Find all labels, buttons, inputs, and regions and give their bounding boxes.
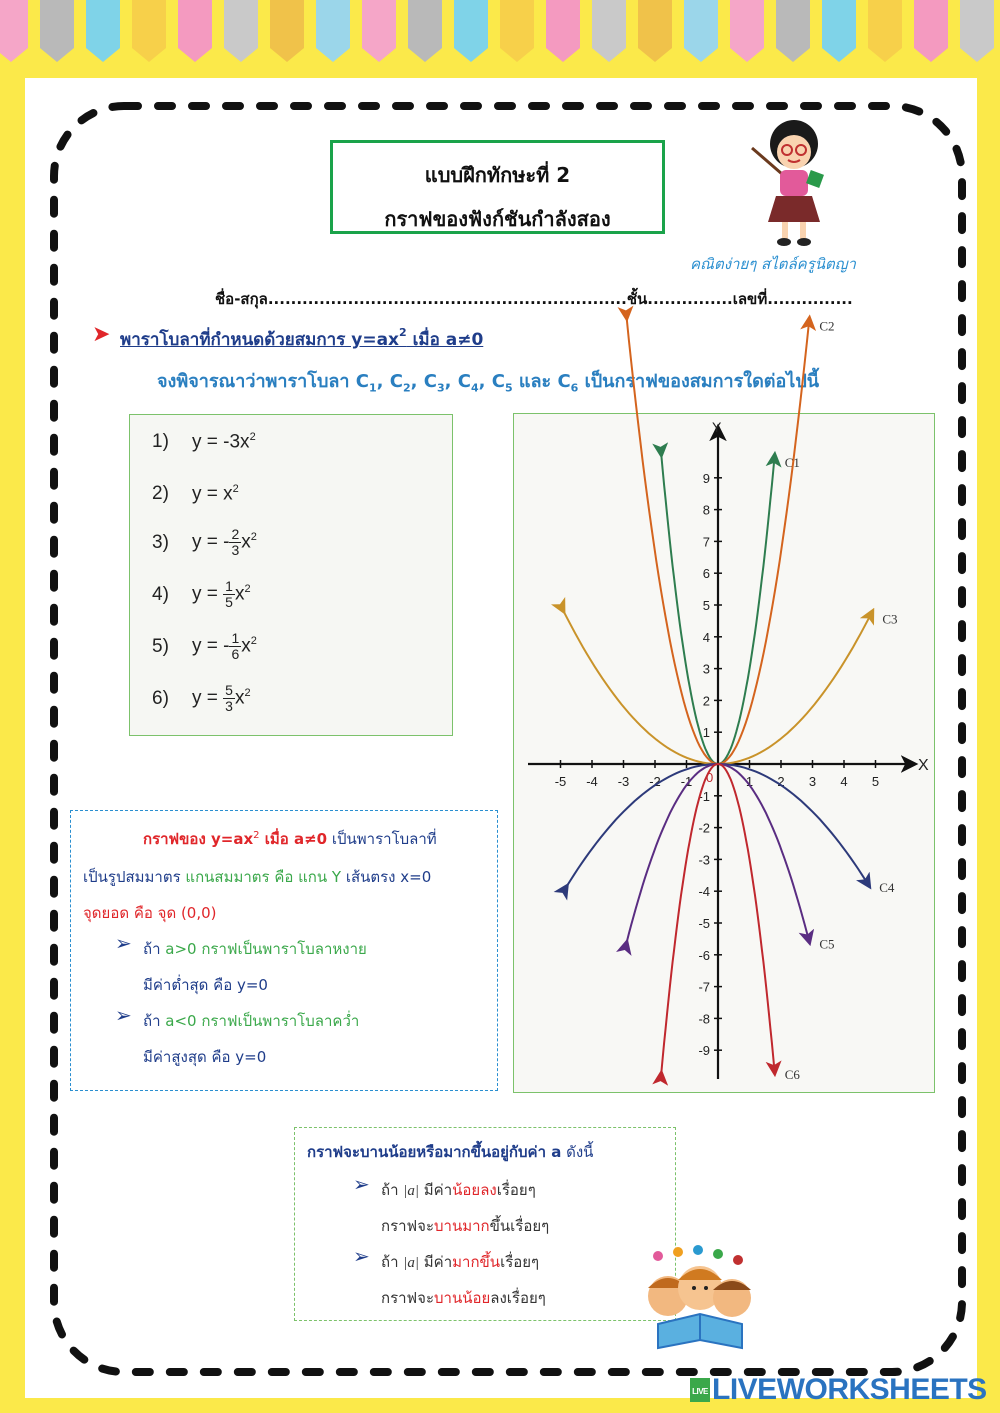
y-tick-label: 9 [702,470,710,486]
bunting-flag [40,0,74,62]
width-title: กราฟจะบานน้อยหรือมากขึ้นอยู่กับค่า a [307,1143,562,1161]
info-line-2 [83,865,431,889]
fraction-denominator: 5 [225,594,233,610]
y-tick-label: -8 [698,1011,710,1027]
width-rule-1-result [381,1214,549,1238]
y-tick-label: 6 [702,566,710,582]
width-rule-2 [381,1250,539,1274]
equation-item [152,683,251,714]
abs-a: |a| [403,1255,420,1271]
bunting-flag [546,0,580,62]
y-tick-label: -1 [698,788,710,804]
sub-4: 4 [470,381,479,395]
width-rule-title [307,1140,593,1164]
info-max: มีค่าสูงสุด คือ y=0 [143,1048,267,1066]
liveworksheets-logo [690,1373,987,1407]
arrow-bullet-icon: ➢ [115,931,132,955]
instruction-text: จงพิจารณาว่าพาราโบลา $C_1$, $C_2$, $C_3$, $C_4$, $C_5$ และ $C_6$ เป็นกราฟของสมการใดต่อไปนี้ [157,371,820,395]
y-tick-label: -5 [698,916,710,931]
info-if: ถ้า [143,1012,166,1030]
equation-item [152,631,257,662]
rule-if: ถ้า [381,1181,404,1199]
heading-tail: เมื่อ a≠0 [406,330,484,350]
curve-label: C2 [819,318,835,334]
sub-3: 3 [436,381,445,395]
x-tick-label: -5 [554,774,567,789]
sub-2: 2 [403,381,411,395]
logo-mark-text: LIVE [692,1387,708,1396]
y-tick-label: 1 [702,725,710,741]
rule-increase: มากขึ้น [452,1253,501,1271]
equation-sup: 2 [249,431,256,443]
y-tick-label: 3 [702,661,710,677]
equation-item [152,527,257,558]
info-case-negative [143,1009,359,1033]
bunting-flag [86,0,120,62]
arrow-bullet-icon: ➢ [353,1244,370,1268]
rule-wide: บานมาก [434,1217,490,1235]
y-tick-label: 5 [702,598,710,613]
brand-text: LIVEWORKSHEETS [712,1373,987,1406]
equation-lhs: y = - [192,635,230,657]
bunting-flag [408,0,442,62]
y-tick-label: 4 [702,629,710,645]
width-title-tail: ดังนี้ [561,1143,594,1161]
fraction-numerator: 1 [231,630,240,646]
x-tick-label: -2 [649,774,661,789]
teacher-cartoon-icon [748,118,844,250]
y-axis-label: Y [712,419,722,435]
info-opens-down: a<0 กราฟเป็นพาราโบลาคว่ำ [165,1012,360,1030]
info-rest: เป็นพาราโบลาที่ [327,830,437,848]
x-tick-label: 4 [840,774,848,789]
fraction-denominator: 3 [231,542,240,558]
info-opens-up: a>0 กราฟเป็นพาราโบลาหงาย [165,940,367,958]
equation-number: 5) [152,635,169,657]
y-tick-label: -9 [698,1043,710,1059]
width-rule-box [294,1127,676,1321]
arrow-bullet-icon: ➢ [353,1172,370,1196]
y-tick-label: -4 [698,884,710,900]
parabola-info-box [70,810,498,1091]
equation-lhs: y = [192,687,218,709]
sub-6: 6 [570,381,579,395]
equation-number: 3) [152,531,169,553]
y-tick-label: 7 [702,534,710,550]
x-tick-label: 3 [808,774,817,789]
bunting-flag [592,0,626,62]
equation-item [152,579,251,610]
rule-value: มีค่า [419,1253,453,1271]
rule-decreasing: ลงเรื่อยๆ [490,1289,546,1307]
arrow-bullet-icon: ➤ [92,322,111,347]
equation-lhs: y = -3x [192,431,250,453]
rule-graph: กราฟจะ [381,1217,435,1235]
rule-decrease: น้อยลง [452,1181,497,1199]
width-rule-1 [381,1178,536,1202]
fraction-numerator: 1 [225,578,233,594]
bunting-flag [132,0,166,62]
y-tick-label: 8 [702,502,710,518]
curve-label: C3 [882,611,898,627]
x-tick-label: 5 [871,774,880,789]
y-tick-label: -3 [698,852,710,868]
bunting-flag [730,0,764,62]
info-eq: กราฟของ y=ax [143,830,254,848]
equation-sup: 2 [250,635,257,648]
author-credit: คณิตง่ายๆ สไตล์ครูนิตญา [690,255,856,273]
equation-item [152,431,256,453]
curve-label: C4 [879,880,895,896]
y-tick-label: -6 [698,947,710,963]
bunting-flag [776,0,810,62]
sub-5: 5 [504,381,513,395]
fraction-denominator: 3 [225,698,233,714]
info-min: มีค่าต่ำสุด คือ y=0 [143,976,268,994]
fraction-denominator: 6 [231,646,240,662]
heading-sup: 2 [399,326,407,339]
bunting-flag [270,0,304,62]
curve-label: C6 [784,1067,800,1083]
equation-tail: x [241,531,251,553]
equation-item [152,483,239,505]
rule-narrow: บานน้อย [434,1289,491,1307]
bunting-flag [500,0,534,62]
equation-sup: 2 [244,583,251,596]
fraction [223,683,235,714]
width-rule-2-result [381,1286,546,1310]
title-line-2: กราฟของฟังก์ชันกำลังสอง [384,207,611,231]
equation-sup: 2 [244,687,251,700]
equation-lhs: y = - [192,531,230,553]
curve-label: C1 [784,454,800,470]
equation-list-box [129,414,453,736]
rule-if: ถ้า [381,1253,404,1271]
equation-tail: x [234,687,245,709]
title-box [330,140,665,234]
bunting-flag [960,0,994,62]
fraction [229,527,241,558]
name-class-number-line: ชื่อ-สกุล...............................................................ชั้น...............เลขที่............... [215,290,853,308]
bunting-decoration [0,0,1000,70]
info-line-x0: เส้นตรง x=0 [341,868,432,886]
info-case-positive [143,937,367,961]
rule-continuously: เรื่อยๆ [500,1253,540,1271]
equation-number: 1) [152,431,169,453]
y-tick-label: 2 [702,693,710,709]
x-tick-label: -4 [586,774,598,789]
rule-continuously: เรื่อยๆ [496,1181,536,1199]
abs-a: |a| [403,1183,420,1199]
info-sup: 2 [253,830,260,841]
instruction-prefix: จงพิจารณาว่าพาราโบลา C [157,371,370,392]
fraction [229,631,241,662]
equation-lhs: y = [192,583,218,605]
equation-number: 6) [152,687,169,709]
y-tick-label: -7 [698,979,710,995]
fraction [223,579,235,610]
equation-sup: 2 [232,483,239,495]
info-cond: เมื่อ a≠0 [259,830,328,848]
fraction-numerator: 2 [231,526,240,542]
bunting-flag [362,0,396,62]
info-symmetric: เป็นรูปสมมาตร [83,868,186,886]
equation-lhs: y = x [192,483,233,505]
kids-reading-icon [628,1244,773,1354]
x-tick-label: 2 [777,774,785,789]
equation-tail: x [241,635,251,657]
curve-label: C5 [819,936,835,952]
fraction-numerator: 5 [225,682,233,698]
equation-sup: 2 [250,531,257,544]
bunting-flag [316,0,350,62]
arrow-bullet-icon: ➢ [115,1003,132,1027]
info-vertex: จุดยอด คือ จุด (0,0) [83,904,217,922]
info-axis: แกนสมมาตร คือ แกน Y [185,868,342,886]
info-line-1 [143,827,437,851]
bunting-flag [224,0,258,62]
equation-number: 4) [152,583,169,605]
bunting-flag [868,0,902,62]
heading-text: พาราโบลาที่กำหนดด้วยสมการ y=ax [120,330,400,350]
instruction-suffix: เป็นกราฟของสมการใดต่อไปนี้ [578,371,820,392]
rule-value: มีค่า [419,1181,453,1199]
equation-number: 2) [152,483,169,505]
bunting-flag [822,0,856,62]
title-line-1: แบบฝึกทักษะที่ 2 [424,163,571,187]
bunting-flag [638,0,672,62]
bunting-flag [914,0,948,62]
liveworksheets-logo-icon [690,1378,710,1402]
sub-1: 1 [369,381,377,395]
y-tick-label: -2 [698,820,710,836]
bunting-flag [684,0,718,62]
bunting-flag [178,0,212,62]
bunting-flag [454,0,488,62]
info-if: ถ้า [143,940,166,958]
equation-tail: x [234,583,245,605]
rule-increasing: ขึ้นเรื่อยๆ [489,1217,550,1235]
section-heading [120,326,483,353]
x-tick-label: -3 [617,774,630,789]
x-tick-label: -1 [680,774,693,789]
x-axis-label: X [918,757,929,774]
rule-graph: กราฟจะ [381,1289,435,1307]
bunting-flag [0,0,28,62]
origin-label: 0 [706,770,714,785]
x-tick-label: 1 [745,774,754,789]
